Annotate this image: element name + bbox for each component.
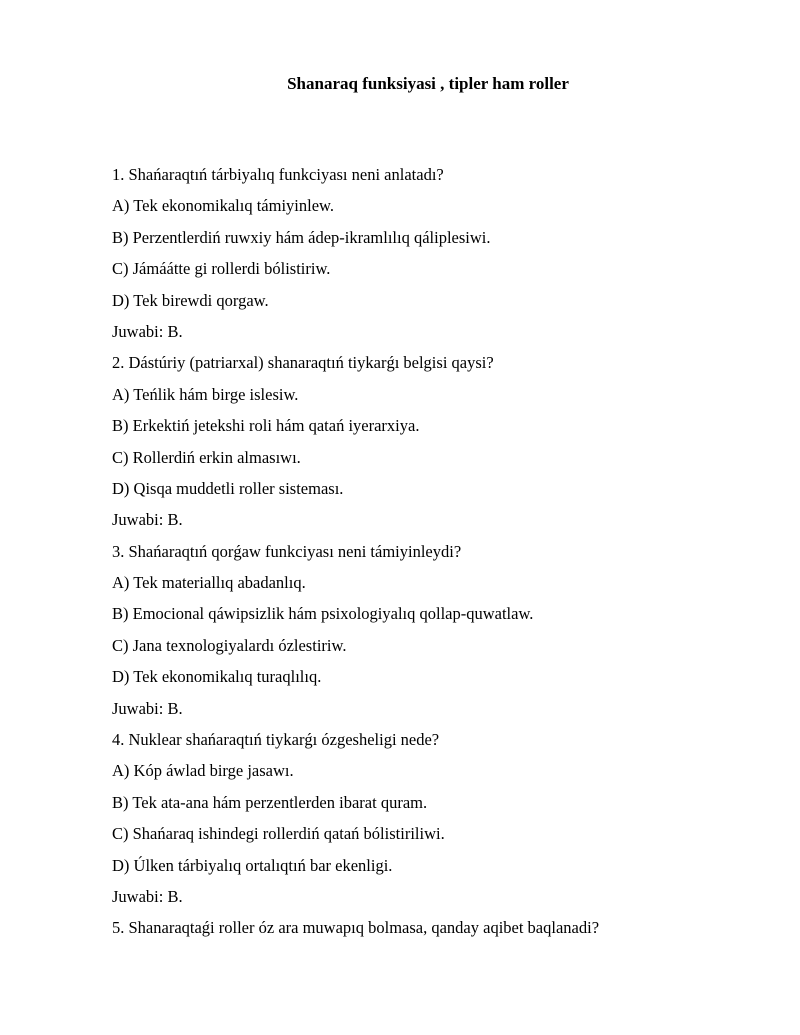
question-text: 4. Nuklear shańaraqtıń tiykarǵı ózgesheligi nede?	[112, 730, 440, 750]
answer-option: D) Tek birewdi qorgaw.	[112, 290, 269, 310]
answer-option: A) Tek materiallıq abadanlıq.	[112, 573, 306, 593]
answer-option: B) Emocional qáwipsizlik hám psixologiyalıq qollap-quwatlaw.	[112, 604, 534, 624]
answer-option: B) Erkektiń jetekshi roli hám qatań iyerarxiya.	[112, 416, 420, 436]
question-text: 3. Shańaraqtıń qorǵaw funkciyası neni támiyinleydi?	[112, 541, 462, 561]
answer-option: C) Jana texnologiyalardı ózlestiriw.	[112, 635, 347, 655]
answer-key: Juwabi: B.	[112, 321, 183, 341]
answer-option: D) Úlken tárbiyalıq ortalıqtıń bar ekenligi.	[112, 855, 393, 875]
answer-option: D) Qisqa muddetli roller sisteması.	[112, 478, 344, 498]
question-list	[112, 164, 740, 949]
answer-key: Juwabi: B.	[112, 510, 183, 530]
answer-option: A) Teńlik hám birge islesiw.	[112, 384, 299, 404]
answer-option: B) Perzentlerdiń ruwxiy hám ádep-ikramlılıq qáliplesiwi.	[112, 227, 491, 247]
answer-option: C) Jámáátte gi rollerdi bólistiriw.	[112, 259, 331, 279]
answer-option: D) Tek ekonomikalıq turaqlılıq.	[112, 667, 322, 687]
answer-option: A) Tek ekonomikalıq támiyinlew.	[112, 196, 335, 216]
question-text: 5. Shanaraqtaǵi roller óz ara muwapıq bolmasa, qanday aqibet baqlanadi?	[112, 918, 600, 938]
document-title: Shanaraq funksiyasi , tipler ham roller	[287, 74, 569, 93]
answer-option: A) Kóp áwlad birge jasawı.	[112, 761, 294, 781]
answer-key: Juwabi: B.	[112, 886, 183, 906]
answer-option: C) Rollerdiń erkin almasıwı.	[112, 447, 301, 467]
question-text: 2. Dástúriy (patriarxal) shanaraqtıń tiykarǵı belgisi qaysi?	[112, 353, 494, 373]
answer-option: B) Tek ata-ana hám perzentlerden ibarat quram.	[112, 792, 428, 812]
answer-option: C) Shańaraq ishindegi rollerdiń qatań bólistiriliwi.	[112, 824, 445, 844]
question-text: 1. Shańaraqtıń tárbiyalıq funkciyası neni anlatadı?	[112, 165, 444, 184]
answer-key: Juwabi: B.	[112, 698, 183, 718]
